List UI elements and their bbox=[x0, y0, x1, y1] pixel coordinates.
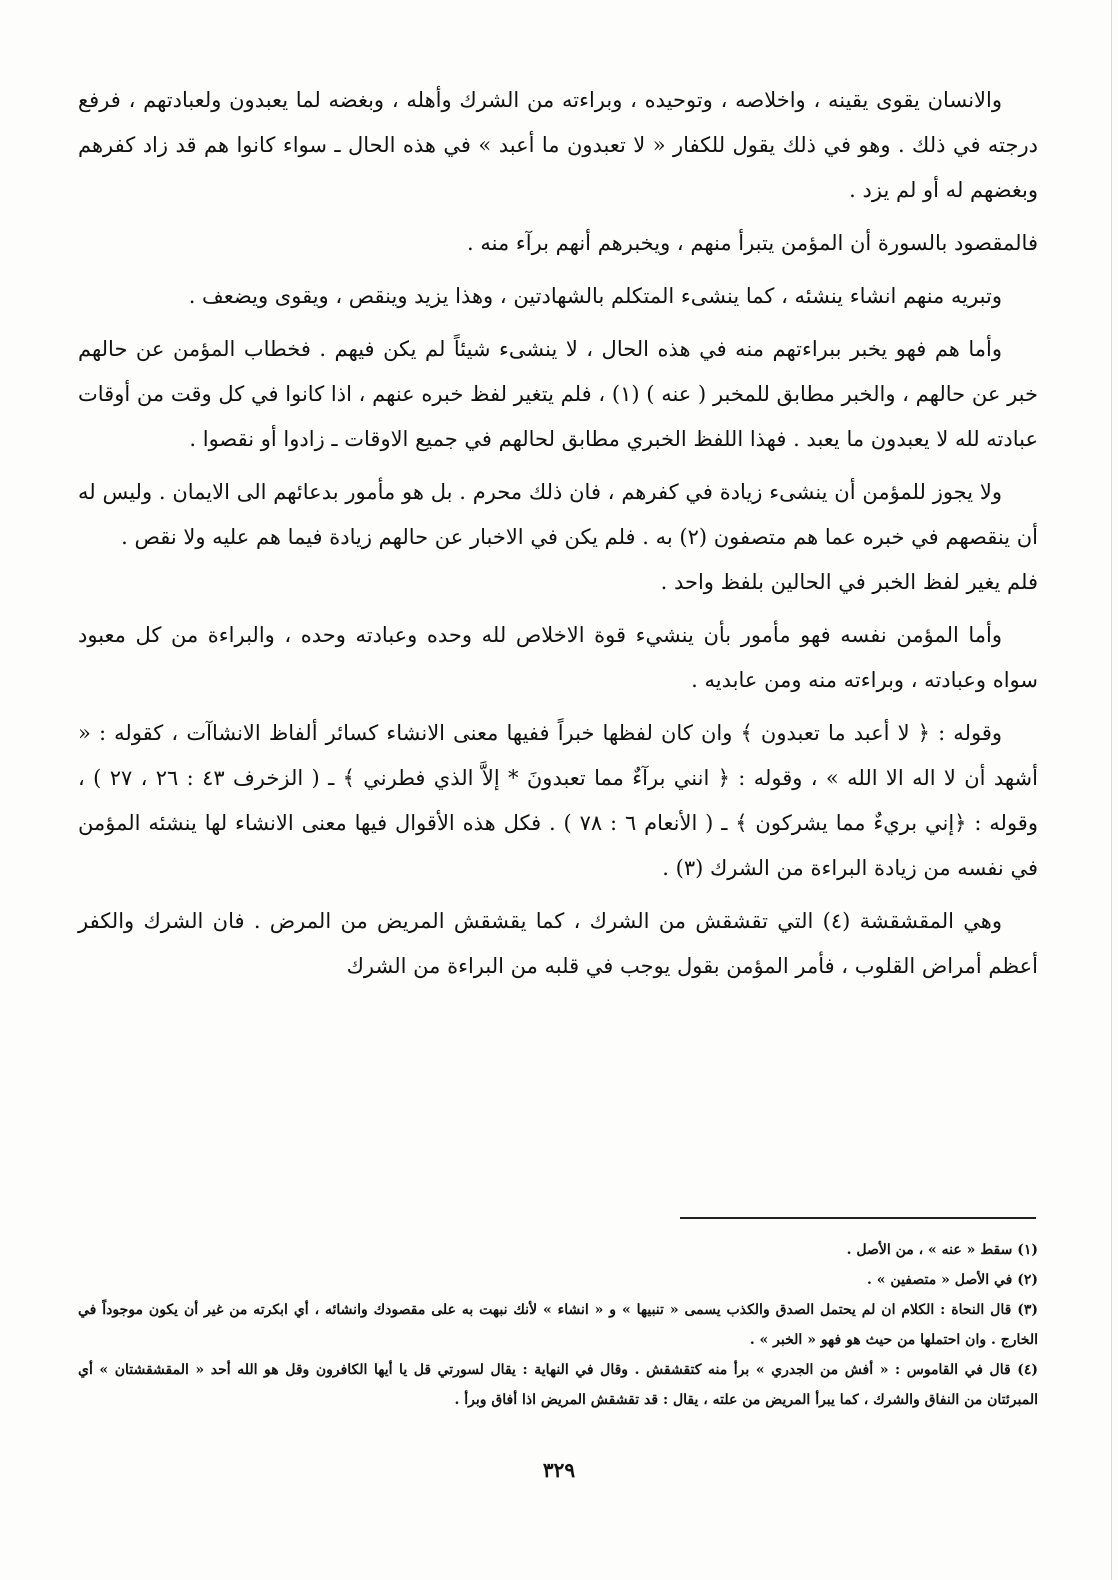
paragraph-5: ولا يجوز للمؤمن أن ينشىء زيادة في كفرهم ، فان ذلك محرم . بل هو مأمور بدعائهم الى الايمان . وليس له أن ينقصهم في خبره عما هم متصفون (٢) به . فلم يكن في الاخبار عن حالهم زيادة فيما هم عليه ولا نقص . bbox=[78, 480, 1038, 549]
footnote-4: (٤) قال في القاموس : « أفش من الجدري » برأ منه كتقشقش . وقال في النهاية : يقال لسورتي قل يا أيها الكافرون وقل هو الله أحد « المقشقشتان » أي المبرئتان من النفاق والشرك ، كما يبرأ المريض من علته ، يقال : قد تقشقش المريض اذا أفاق وبرأ . bbox=[78, 1362, 1038, 1408]
paragraph-9: وهي المقشقشة (٤) التي تقشقش من الشرك ، كما يقشقش المريض من المرض . فان الشرك والكفر أعظم أمراض القلوب ، فأمر المؤمن بقول يوجب في قلبه من البراءة من الشرك bbox=[78, 909, 1038, 978]
paragraph-6: فلم يغير لفظ الخبر في الحالين بلفظ واحد . bbox=[660, 570, 1038, 594]
paragraph-4: وأما هم فهو يخبر ببراءتهم منه في هذه الحال ، لا ينشىء شيئاً لم يكن فيهم . فخطاب المؤمن عن حالهم خبر عن حالهم ، والخبر مطابق للمخبر ( عنه ) (١) ، فلم يتغير لفظ خبره عنهم ، اذا كانوا في كل وقت من أوقات عبادته لله لا يعبدون ما يعبد . فهذا اللفظ الخبري مطابق لحالهم في جميع الاوقات ـ زادوا أو نقصوا . bbox=[78, 337, 1038, 451]
footnote-3: (٣) قال النحاة : الكلام ان لم يحتمل الصدق والكذب يسمى « تنبيها » و « انشاء » لأنك نبهت به على مقصودك وانشائه ، أي ابكرته من غير أن يكون موجوداً في الخارج . وان احتملها من حيث هو فهو « الخبر » . bbox=[78, 1302, 1038, 1348]
page-number: ٣٢٩ bbox=[542, 1458, 576, 1482]
footnote-2: (٢) في الأصل « متصفين » . bbox=[867, 1272, 1038, 1288]
footnotes-block bbox=[78, 1235, 1038, 1415]
paragraph-8: وقوله : ﴿ لا أعبد ما تعبدون ﴾ وان كان لفظها خبراً ففيها معنى الانشاء كسائر ألفاظ الانشاآت ، كقوله : « أشهد أن لا اله الا الله » ، وقوله : ﴿ انني برآءٌ مما تعبدونَ * إلاَّ الذي فطرني ﴾ ـ ( الزخرف ٤٣ : ٢٦ ، ٢٧ ) ، وقوله : ﴿إني بريءٌ مما يشركون ﴾ ـ ( الأنعام ٦ : ٧٨ ) . فكل هذه الأقوال فيها معنى الانشاء لها ينشئه المؤمن في نفسه من زيادة البراءة من الشرك (٣) . bbox=[78, 721, 1038, 880]
paragraph-1: والانسان يقوى يقينه ، واخلاصه ، وتوحيده ، وبراءته من الشرك وأهله ، وبغضه لما يعبدون ولعبادتهم ، فرفع درجته في ذلك . وهو في ذلك يقول للكفار « لا تعبدون ما أعبد » في هذه الحال ـ سواء كانوا هم قد زاد كفرهم وبغضهم له أو لم يزد . bbox=[78, 88, 1038, 202]
paragraph-3: وتبريه منهم انشاء ينشئه ، كما ينشىء المتكلم بالشهادتين ، وهذا يزيد وينقص ، ويقوى ويضعف . bbox=[188, 284, 1002, 308]
page-edge-line bbox=[1111, 0, 1112, 1580]
footnote-1: (١) سقط « عنه » ، من الأصل . bbox=[846, 1242, 1038, 1258]
footnote-divider bbox=[680, 1217, 1036, 1219]
paragraph-7: وأما المؤمن نفسه فهو مأمور بأن ينشيء قوة الاخلاص لله وحده وعبادته وحده ، والبراءة من كل معبود سواه وعبادته ، وبراءته منه ومن عابديه . bbox=[78, 623, 1038, 692]
paragraph-2: فالمقصود بالسورة أن المؤمن يتبرأ منهم ، ويخبرهم أنهم برآء منه . bbox=[467, 231, 1038, 255]
main-text-block bbox=[78, 78, 1038, 997]
